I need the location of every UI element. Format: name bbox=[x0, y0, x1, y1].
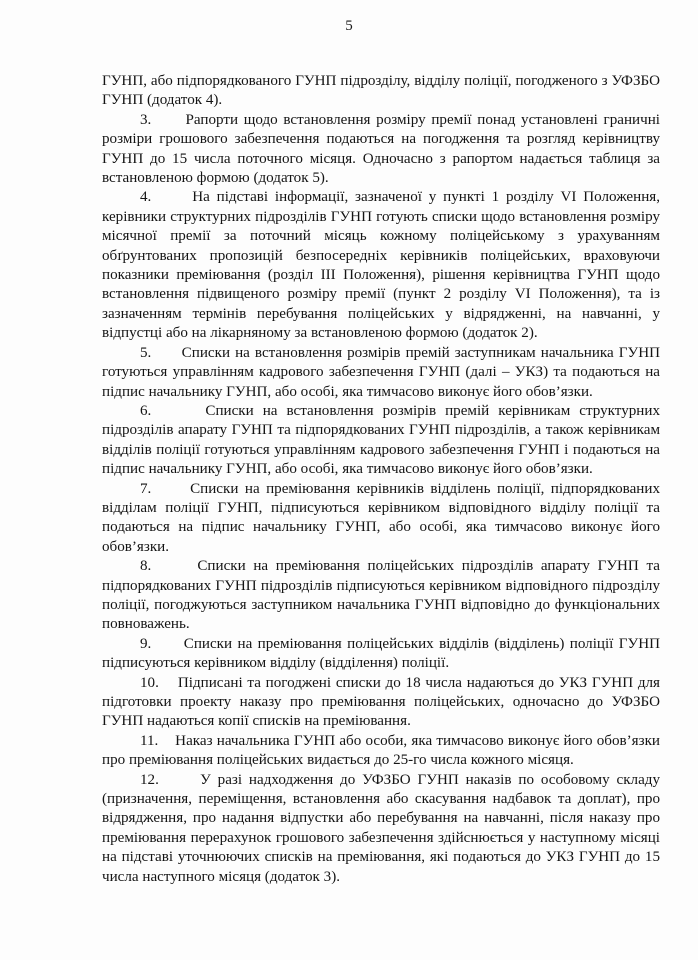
paragraph-9: 9. Списки на преміювання поліцейських відділів (відділень) поліції ГУНП підписуються керівником відділу (відділення) поліції. bbox=[102, 635, 660, 672]
document-body bbox=[102, 72, 660, 887]
paragraph-7: 7. Списки на преміювання керівників відділень поліції, підпорядкованих відділам поліції ГУНП, підписуються керівником відповідного відділу поліції та подаються на підпис начальнику ГУНП, або особі, яка тимчасово виконує його обов’язки. bbox=[102, 480, 660, 555]
paragraph-12: 12. У разі надходження до УФЗБО ГУНП наказів по особовому складу (призначення, переміщення, встановлення або скасування надбавок та доплат), про відрядження, про надання відпустки або перебування на навчанні, після наказу про преміювання перерахунок грошового забезпечення здійснюється у наступному місяці на підставі уточнюючих списків на преміювання, які подаються до УКЗ ГУНП до 15 числа наступного місяця (додаток 3). bbox=[102, 771, 660, 885]
page-number: 5 bbox=[345, 18, 353, 34]
paragraph-3: 3. Рапорти щодо встановлення розміру премії понад установлені граничні розміри грошового забезпечення подаються на погодження та розгляд керівництву ГУНП до 15 числа поточного місяця. Одночасно з рапортом надається таблиця за встановленою формою (додаток 5). bbox=[102, 111, 660, 187]
paragraph-10: 10. Підписані та погоджені списки до 18 числа надаються до УКЗ ГУНП для підготовки проекту наказу про преміювання поліцейських, одночасно до УФЗБО ГУНП надаються копії списків на преміювання. bbox=[102, 674, 660, 730]
paragraph-continuation: ГУНП, або підпорядкованого ГУНП підрозділу, відділу поліції, погодженого з УФЗБО ГУНП (додаток 4). bbox=[102, 73, 660, 109]
paragraph-8: 8. Списки на преміювання поліцейських підрозділів апарату ГУНП та підпорядкованих ГУНП підрозділів підписуються керівником відповідного підрозділу поліції, погоджуються заступником начальника ГУНП відповідно до функціональних повноважень. bbox=[102, 558, 660, 633]
paragraph-11: 11. Наказ начальника ГУНП або особи, яка тимчасово виконує його обов’язки про преміювання поліцейських видається до 25-го числа кожного місяця. bbox=[102, 732, 660, 769]
paragraph-4: 4. На підставі інформації, зазначеної у пункті 1 розділу VI Положення, керівники структурних підрозділів ГУНП готують списки щодо встановлення розміру місячної премії за поточний місяць кожному поліцейському з урахуванням обґрунтованих пропозицій безпосередніх керівників поліцейських, враховуючи показники преміювання (розділ III Положення), рішення керівництва ГУНП щодо встановлення підвищеного розміру премії (пункт 2 розділу VI Положення), та із зазначенням термінів перебування поліцейських у відрядженні, на навчанні, у відпустці або на лікарняному за встановленою формою (додаток 2). bbox=[102, 189, 660, 342]
paragraph-5: 5. Списки на встановлення розмірів премій заступникам начальника ГУНП готуються управлінням кадрового забезпечення ГУНП (далі – УКЗ) та подаються на підпис начальнику ГУНП, або особі, яка тимчасово виконує його обов’язки. bbox=[102, 344, 660, 400]
paragraph-6: 6. Списки на встановлення розмірів премій керівникам структурних підрозділів апарату ГУНП та підпорядкованих ГУНП підрозділів, а також керівникам відділів поліції готуються управлінням кадрового забезпечення ГУНП і подаються на підпис начальнику ГУНП, або особі, яка тимчасово виконує його обов’язки. bbox=[102, 402, 660, 478]
